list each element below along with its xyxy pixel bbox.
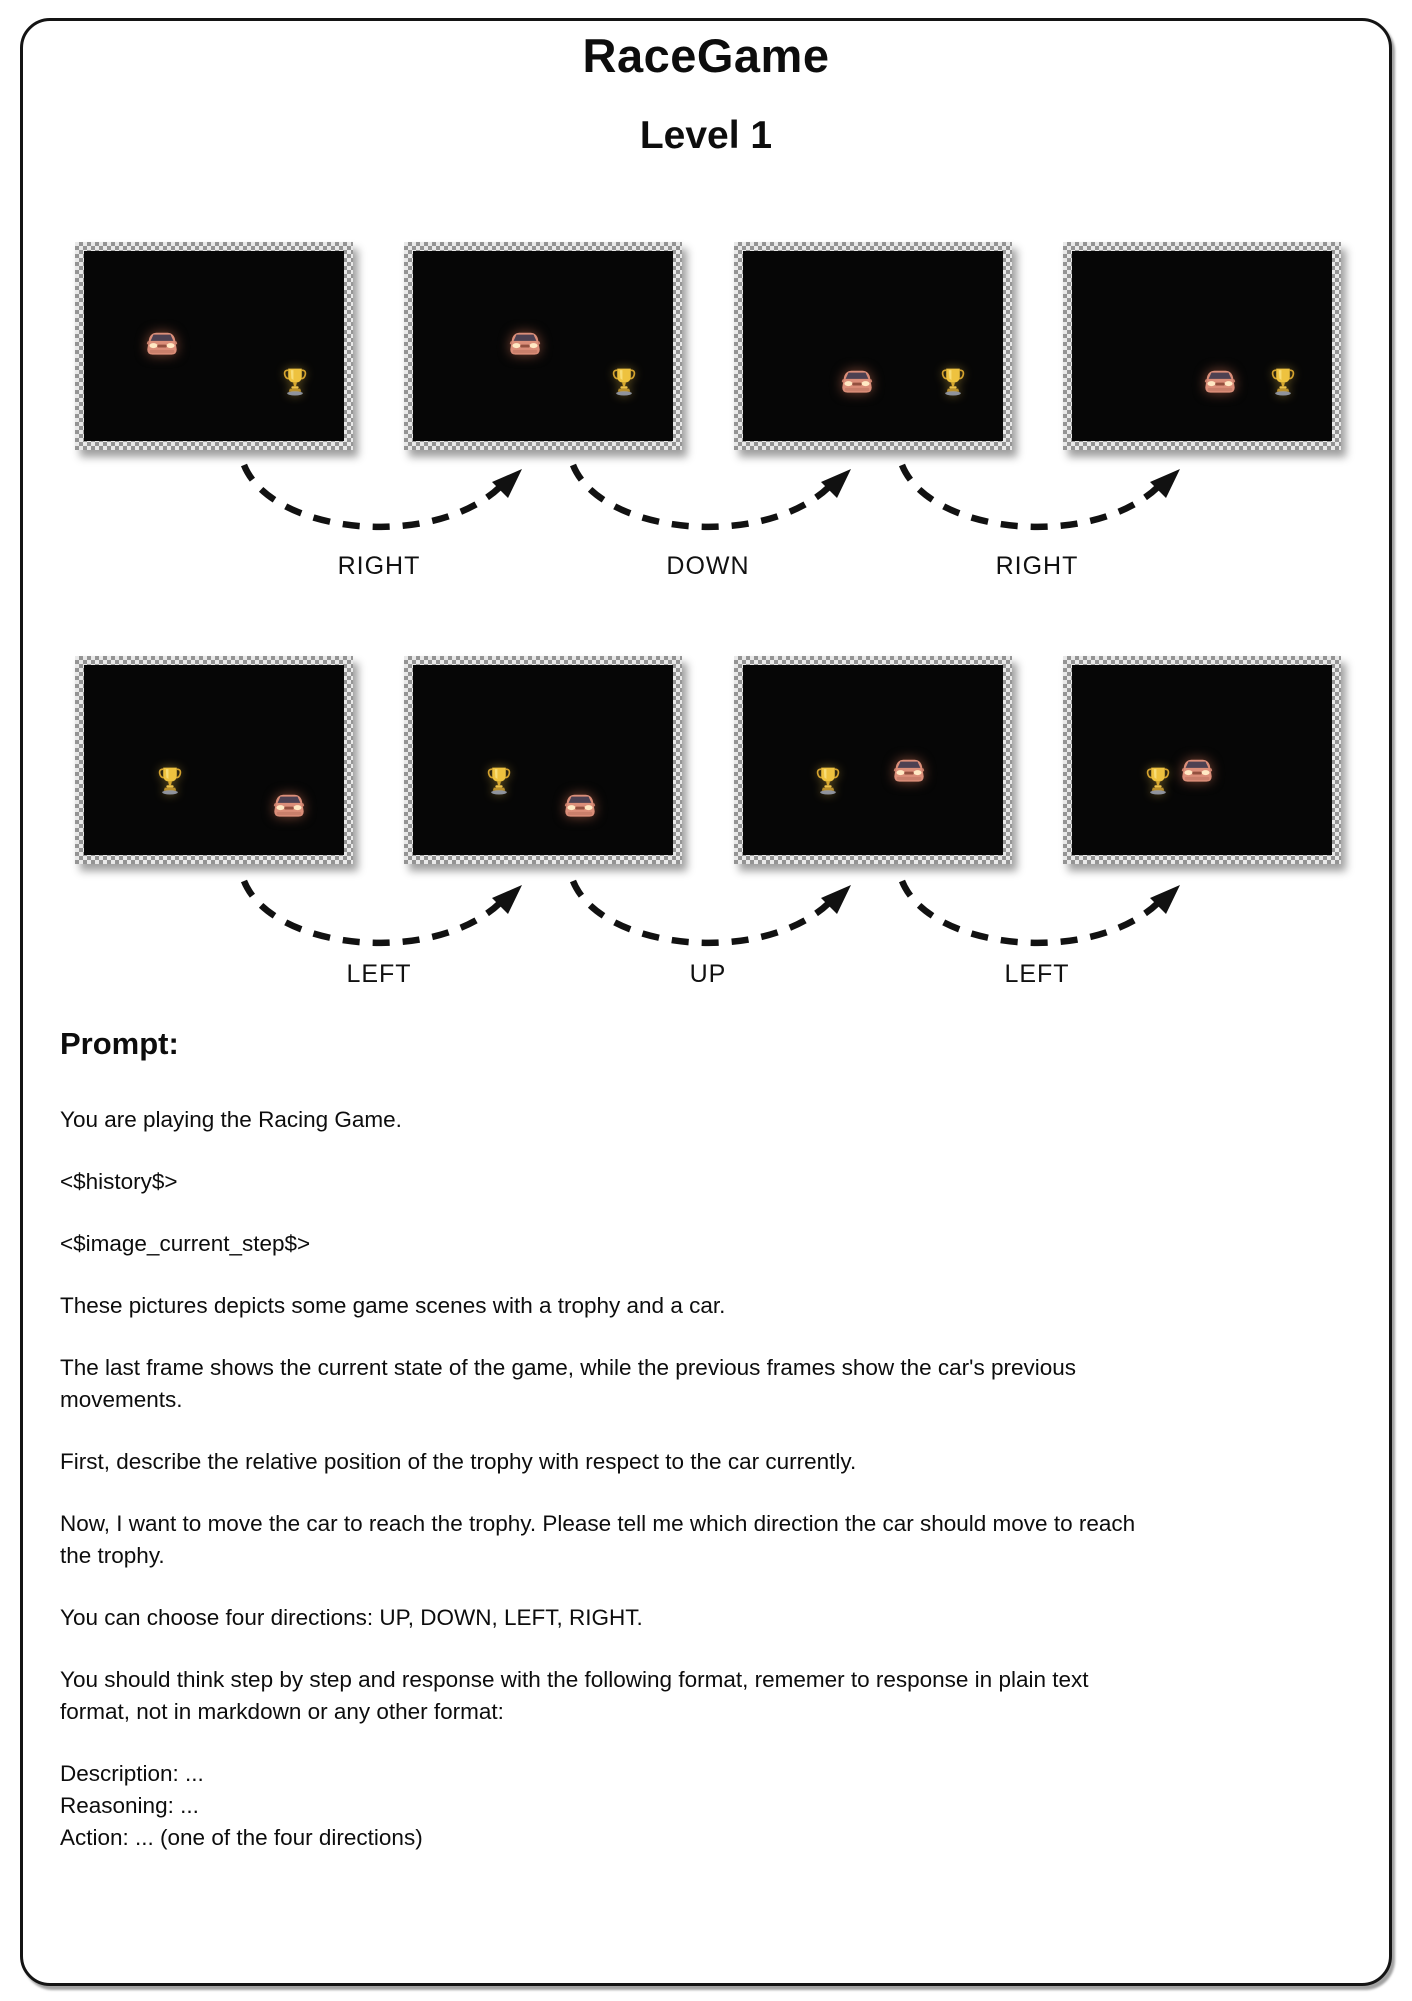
prompt-paragraph [60,1290,1360,1322]
move-arrow [872,871,1202,963]
prompt-line: <$image_current_step$> [60,1231,311,1256]
prompt-paragraph [60,1446,1360,1478]
car-sprite [506,329,544,360]
game-screen [743,251,1003,441]
move-arrow [543,871,873,963]
trophy-icon [941,367,966,398]
game-screen [743,665,1003,855]
prompt-heading: Prompt: [60,1026,179,1061]
move-label: UP [689,960,727,988]
move-arrow [214,455,544,547]
move-label: LEFT [346,960,412,988]
prompt-paragraph [60,1104,1360,1136]
car-sprite [143,329,181,360]
car-sprite [561,790,599,821]
move-label: LEFT [1004,960,1070,988]
trophy-icon [487,765,512,796]
trophy-icon [157,765,182,796]
prompt-paragraph [60,1664,1360,1728]
game-frame [404,242,682,450]
prompt-line: Now, I want to move the car to reach the trophy. Please tell me which direction the car should move to reach [60,1511,1136,1536]
move-arrow [543,455,873,547]
game-screen [413,251,673,441]
prompt-line: <$history$> [60,1169,178,1194]
game-screen [84,251,344,441]
move-label: RIGHT [337,552,421,580]
game-frame [1063,242,1341,450]
prompt-paragraphs [60,1104,1360,1854]
trophy-icon [1145,765,1170,796]
game-frame [734,242,1012,450]
trophy-icon [282,367,307,398]
trophy-icon [611,367,636,398]
game-screen [84,665,344,855]
prompt-line: Reasoning: ... [60,1793,199,1818]
prompt-paragraph [60,1508,1360,1572]
prompt-line: First, describe the relative position of the trophy with respect to the car currently. [60,1449,857,1474]
car-sprite [1201,367,1239,398]
car-sprite [1178,756,1216,787]
game-frame [75,656,353,864]
game-frame [734,656,1012,864]
game-screen [1072,251,1332,441]
game-screen [1072,665,1332,855]
game-screen [413,665,673,855]
game-frame [75,242,353,450]
prompt-line: the trophy. [60,1543,165,1568]
move-label: DOWN [666,552,750,580]
frame-row-bottom [75,656,1341,864]
prompt-paragraph [60,1602,1360,1634]
prompt-line: You are playing the Racing Game. [60,1107,402,1132]
prompt-paragraph [60,1352,1360,1416]
move-arrow [872,455,1202,547]
level-subtitle: Level 1 [639,114,773,157]
prompt-line: The last frame shows the current state of the game, while the previous frames show the car's previous [60,1355,1077,1380]
prompt-line: Action: ... (one of the four directions) [60,1825,423,1850]
trophy-icon [1270,367,1295,398]
prompt-line: You can choose four directions: UP, DOWN, LEFT, RIGHT. [60,1605,643,1630]
prompt-line: You should think step by step and response with the following format, rememer to response in plain text [60,1667,1089,1692]
prompt-line: movements. [60,1387,183,1412]
prompt-line: format, not in markdown or any other format: [60,1699,504,1724]
prompt-paragraph [60,1758,1360,1854]
prompt-paragraph [60,1228,1360,1260]
game-frame [1063,656,1341,864]
car-sprite [890,756,928,787]
prompt-paragraph [60,1166,1360,1198]
prompt-section [60,1026,1360,1884]
car-sprite [270,790,308,821]
frame-row-top [75,242,1341,450]
page-title: RaceGame [582,29,830,82]
move-label: RIGHT [995,552,1079,580]
prompt-line: These pictures depicts some game scenes with a trophy and a car. [60,1293,726,1318]
move-arrow [214,871,544,963]
car-sprite [838,367,876,398]
game-frame [404,656,682,864]
trophy-icon [816,765,841,796]
prompt-line: Description: ... [60,1761,204,1786]
